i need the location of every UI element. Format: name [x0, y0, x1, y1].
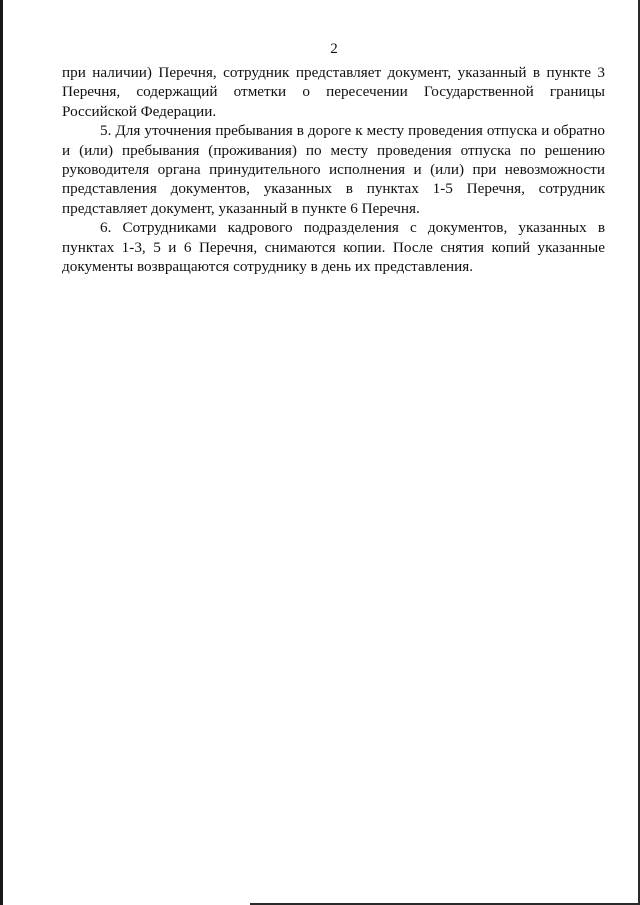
- page-number: 2: [330, 41, 338, 57]
- paragraph-6: 6. Сотрудниками кадрового подразделения с документов, указанных в пунктах 1-3, 5 и 6 Перечня, снимаются копии. После снятия копий указанные документы возвращаются сотруднику в день их представления.: [62, 219, 605, 276]
- scan-edge-left: [0, 0, 3, 905]
- paragraph-5: 5. Для уточнения пребывания в дороге к месту проведения отпуска и обратно и (или) пребывания (проживания) по месту проведения отпуска по решению руководителя органа принудительного исполнения и (или) при невозможности представления документов, указанных в пунктах 1-5 Перечня, сотрудник представляет документ, указанный в пункте 6 Перечня.: [62, 122, 605, 217]
- document-body: [62, 63, 605, 276]
- paragraph-continuation: при наличии) Перечня, сотрудник представляет документ, указанный в пункте 3 Перечня, содержащий отметки о пересечении Государственной границы Российской Федерации.: [62, 64, 605, 120]
